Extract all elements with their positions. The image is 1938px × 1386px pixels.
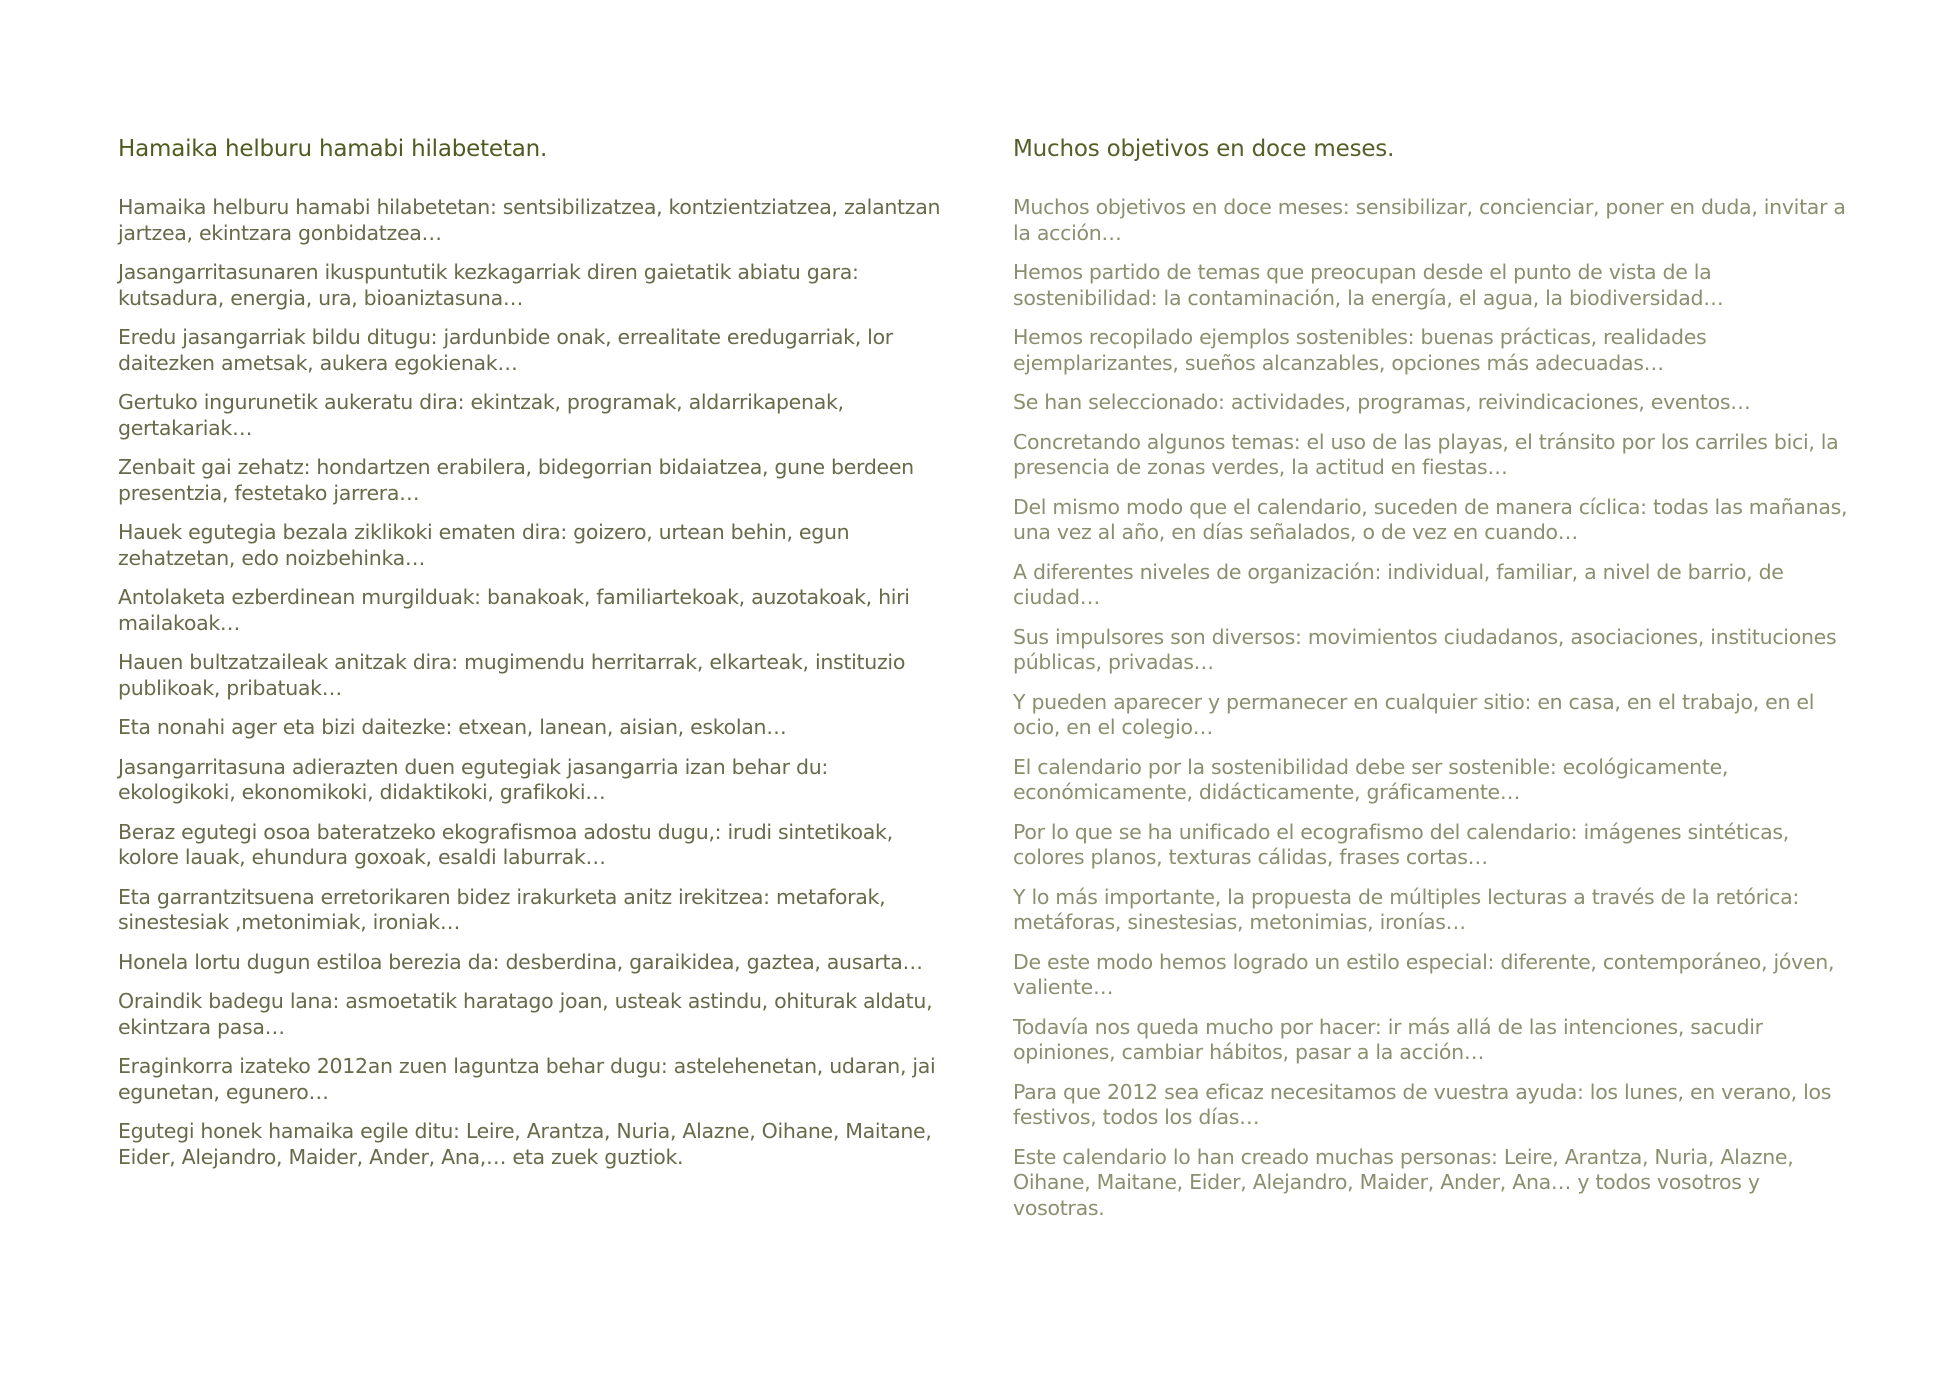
spanish-paragraph: Hemos partido de temas que preocupan desde el punto de vista de la sostenibilidad: la contaminación, la energía, el agua, la biodiversidad… bbox=[1013, 260, 1724, 310]
spanish-paragraph: Y lo más importante, la propuesta de múltiples lecturas a través de la retórica: metáforas, sinestesias, metonimias, ironías… bbox=[1013, 884, 1800, 934]
basque-paragraph: Honela lortu dugun estiloa berezia da: desberdina, garaikidea, gaztea, ausarta… bbox=[118, 949, 923, 974]
spanish-paragraph: Por lo que se ha unificado el ecografismo del calendario: imágenes sintéticas, colores planos, texturas cálidas, frases cortas… bbox=[1013, 819, 1789, 869]
spanish-paragraph: Para que 2012 sea eficaz necesitamos de vuestra ayuda: los lunes, en verano, los festivos, todos los días… bbox=[1013, 1079, 1832, 1129]
spanish-paragraph: Del mismo modo que el calendario, suceden de manera cíclica: todas las mañanas, una vez al año, en días señalados, o de vez en cuando… bbox=[1013, 494, 1848, 544]
spanish-paragraph: Este calendario lo han creado muchas personas: Leire, Arantza, Nuria, Alazne, Oihane, Maitane, Eider, Alejandro, Maider, Ander, Ana… y todos vosotros y vosotras. bbox=[1013, 1144, 1794, 1220]
basque-paragraph: Antolaketa ezberdinean murgilduak: banakoak, familiartekoak, auzotakoak, hiri mailakoak… bbox=[118, 585, 910, 635]
basque-paragraph: Beraz egutegi osoa bateratzeko ekografismoa adostu dugu,: irudi sintetikoak, kolore lauak, ehundura goxoak, esaldi laburrak… bbox=[118, 819, 893, 869]
spanish-paragraph: De este modo hemos logrado un estilo especial: diferente, contemporáneo, jóven, valiente… bbox=[1013, 949, 1835, 999]
spanish-paragraph: El calendario por la sostenibilidad debe ser sostenible: ecológicamente, económicamente, didácticamente, gráficamente… bbox=[1013, 754, 1729, 804]
basque-paragraph: Zenbait gai zehatz: hondartzen erabilera, bidegorrian bidaiatzea, gune berdeen presentzia, festetako jarrera… bbox=[118, 455, 914, 505]
basque-paragraph: Egutegi honek hamaika egile ditu: Leire, Arantza, Nuria, Alazne, Oihane, Maitane, Eider, Alejandro, Maider, Ander, Ana,… eta zuek guztiok. bbox=[118, 1119, 932, 1169]
basque-paragraph: Eta garrantzitsuena erretorikaren bidez irakurketa anitz irekitzea: metaforak, sinestesiak ,metonimiak, ironiak… bbox=[118, 884, 886, 934]
spanish-heading: Muchos objetivos en doce meses. bbox=[1013, 136, 1395, 162]
spanish-paragraph: Concretando algunos temas: el uso de las playas, el tránsito por los carriles bici, la presencia de zonas verdes, la actitud en fiestas… bbox=[1013, 429, 1839, 479]
spanish-column bbox=[1013, 133, 1848, 1235]
spanish-paragraph: Se han seleccionado: actividades, programas, reivindicaciones, eventos… bbox=[1013, 390, 1751, 414]
basque-paragraph: Eredu jasangarriak bildu ditugu: jardunbide onak, errealitate eredugarriak, lor daitezken ametsak, aukera egokienak… bbox=[118, 325, 893, 375]
basque-paragraph: Oraindik badegu lana: asmoetatik haratago joan, usteak astindu, ohiturak aldatu, ekintzara pasa… bbox=[118, 989, 933, 1039]
spanish-paragraph: Sus impulsores son diversos: movimientos ciudadanos, asociaciones, instituciones públicas, privadas… bbox=[1013, 624, 1837, 674]
spanish-paragraph: Y pueden aparecer y permanecer en cualquier sitio: en casa, en el trabajo, en el ocio, en el colegio… bbox=[1013, 689, 1815, 739]
basque-paragraph: Hamaika helburu hamabi hilabetetan: sentsibilizatzea, kontzientziatzea, zalantzan jartzea, ekintzara gonbidatzea… bbox=[118, 195, 941, 245]
spanish-paragraph: Hemos recopilado ejemplos sostenibles: buenas prácticas, realidades ejemplarizantes, sueños alcanzables, opciones más adecuadas… bbox=[1013, 325, 1707, 375]
basque-paragraphs bbox=[118, 195, 948, 1170]
basque-paragraph: Eta nonahi ager eta bizi daitezke: etxean, lanean, aisian, eskolan… bbox=[118, 715, 787, 739]
basque-paragraph: Hauek egutegia bezala ziklikoki ematen dira: goizero, urtean behin, egun zehatzetan, edo noizbehinka… bbox=[118, 520, 850, 570]
basque-paragraph: Gertuko ingurunetik aukeratu dira: ekintzak, programak, aldarrikapenak, gertakariak… bbox=[118, 390, 844, 440]
basque-column bbox=[118, 133, 948, 1184]
spanish-paragraph: A diferentes niveles de organización: individual, familiar, a nivel de barrio, de ciudad… bbox=[1013, 559, 1784, 609]
basque-paragraph: Jasangarritasuna adierazten duen egutegiak jasangarria izan behar du: ekologikoki, ekonomikoki, didaktikoki, grafikoki… bbox=[118, 754, 829, 804]
basque-paragraph: Jasangarritasunaren ikuspuntutik kezkagarriak diren gaietatik abiatu gara: kutsadura, energia, ura, bioaniztasuna… bbox=[118, 260, 859, 310]
basque-paragraph: Hauen bultzatzaileak anitzak dira: mugimendu herritarrak, elkarteak, instituzio publikoak, pribatuak… bbox=[118, 650, 906, 700]
spanish-paragraph: Muchos objetivos en doce meses: sensibilizar, concienciar, poner en duda, invitar a la acción… bbox=[1013, 195, 1846, 245]
basque-paragraph: Eraginkorra izateko 2012an zuen laguntza behar dugu: astelehenetan, udaran, jai egunetan, egunero… bbox=[118, 1054, 936, 1104]
spanish-paragraph: Todavía nos queda mucho por hacer: ir más allá de las intenciones, sacudir opiniones, cambiar hábitos, pasar a la acción… bbox=[1013, 1014, 1763, 1064]
basque-heading: Hamaika helburu hamabi hilabetetan. bbox=[118, 136, 548, 162]
spanish-paragraphs bbox=[1013, 195, 1848, 1221]
